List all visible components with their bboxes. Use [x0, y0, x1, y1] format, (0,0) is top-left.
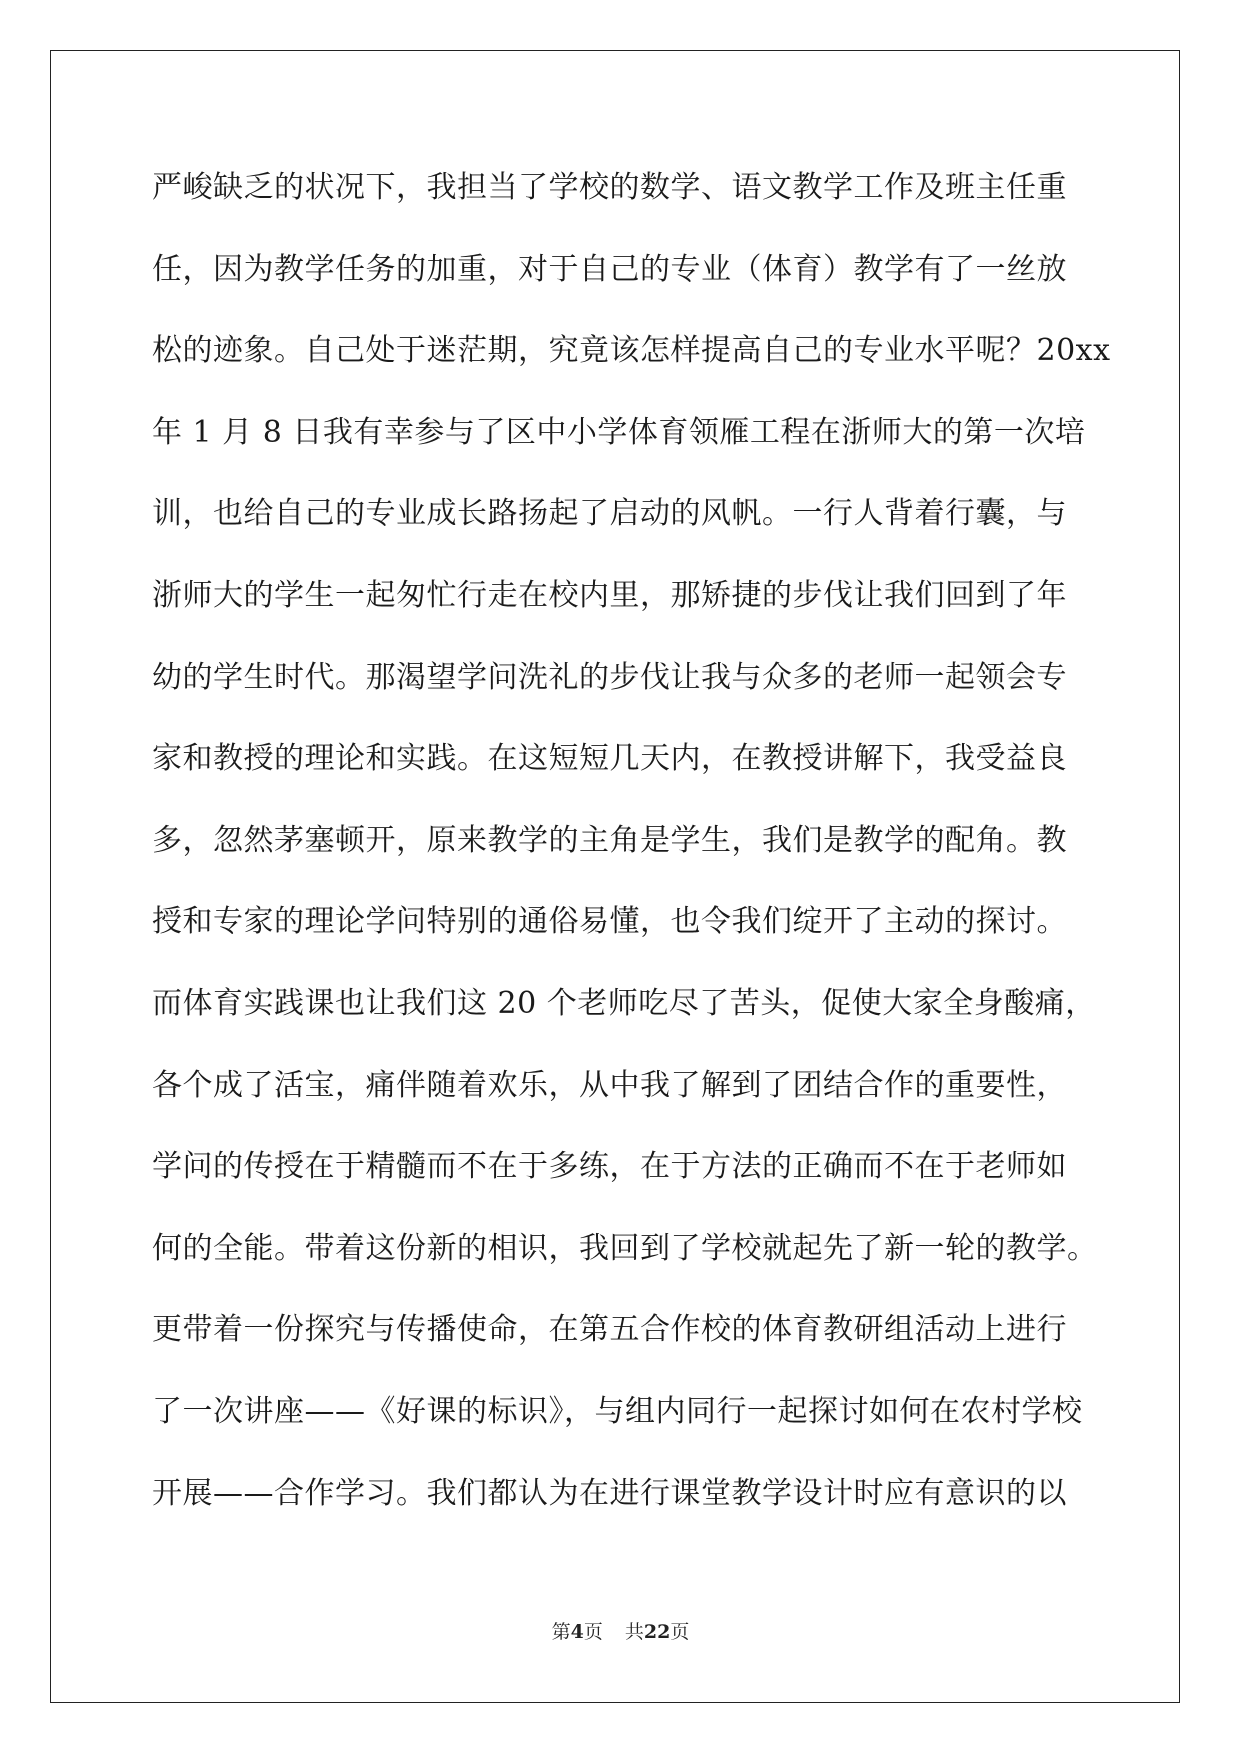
text-line: 了一次讲座——《好课的标识》，与组内同行一起探讨如何在农村学校 — [152, 1393, 1083, 1429]
text-line: 松的迹象。自己处于迷茫期，究竟该怎样提高自己的专业水平呢？20xx — [152, 333, 1111, 369]
text-line: 何的全能。带着这份新的相识，我回到了学校就起先了新一轮的教学。 — [152, 1230, 1098, 1266]
text-line: 授和专家的理论学问特别的通俗易懂，也令我们绽开了主动的探讨。 — [152, 904, 1067, 940]
text-line: 浙师大的学生一起匆忙行走在校内里，那矫捷的步伐让我们回到了年 — [152, 577, 1067, 613]
total-pages-prefix: 共 — [624, 1621, 644, 1643]
page-footer — [0, 1617, 1241, 1644]
text-line: 家和教授的理论和实践。在这短短几天内，在教授讲解下，我受益良 — [152, 741, 1067, 777]
page-number-prefix: 第 — [551, 1621, 571, 1643]
text-line: 任，因为教学任务的加重，对于自己的专业（体育）教学有了一丝放 — [152, 251, 1067, 287]
text-line: 多，忽然茅塞顿开，原来教学的主角是学生，我们是教学的配角。教 — [152, 822, 1067, 858]
text-line: 更带着一份探究与传播使命，在第五合作校的体育教研组活动上进行 — [152, 1312, 1067, 1348]
document-body — [152, 160, 1111, 1547]
page-number-suffix: 页 — [583, 1621, 603, 1643]
page-number: 4 — [570, 1621, 584, 1643]
text-line: 开展——合作学习。我们都认为在进行课堂教学设计时应有意识的以 — [152, 1475, 1067, 1511]
text-line: 训，也给自己的专业成长路扬起了启动的风帆。一行人背着行囊，与 — [152, 496, 1067, 532]
text-line: 学问的传授在于精髓而不在于多练，在于方法的正确而不在于老师如 — [152, 1149, 1067, 1185]
text-line: 各个成了活宝，痛伴随着欢乐，从中我了解到了团结合作的重要性， — [152, 1067, 1067, 1103]
text-line: 幼的学生时代。那渴望学问洗礼的步伐让我与众多的老师一起领会专 — [152, 659, 1067, 695]
text-line: 年 1 月 8 日我有幸参与了区中小学体育领雁工程在浙师大的第一次培 — [152, 414, 1086, 450]
total-pages-suffix: 页 — [670, 1621, 690, 1643]
total-pages: 22 — [643, 1621, 671, 1643]
text-line: 严峻缺乏的状况下，我担当了学校的数学、语文教学工作及班主任重 — [152, 170, 1067, 205]
text-line: 而体育实践课也让我们这 20 个老师吃尽了苦头，促使大家全身酸痛， — [152, 985, 1096, 1021]
